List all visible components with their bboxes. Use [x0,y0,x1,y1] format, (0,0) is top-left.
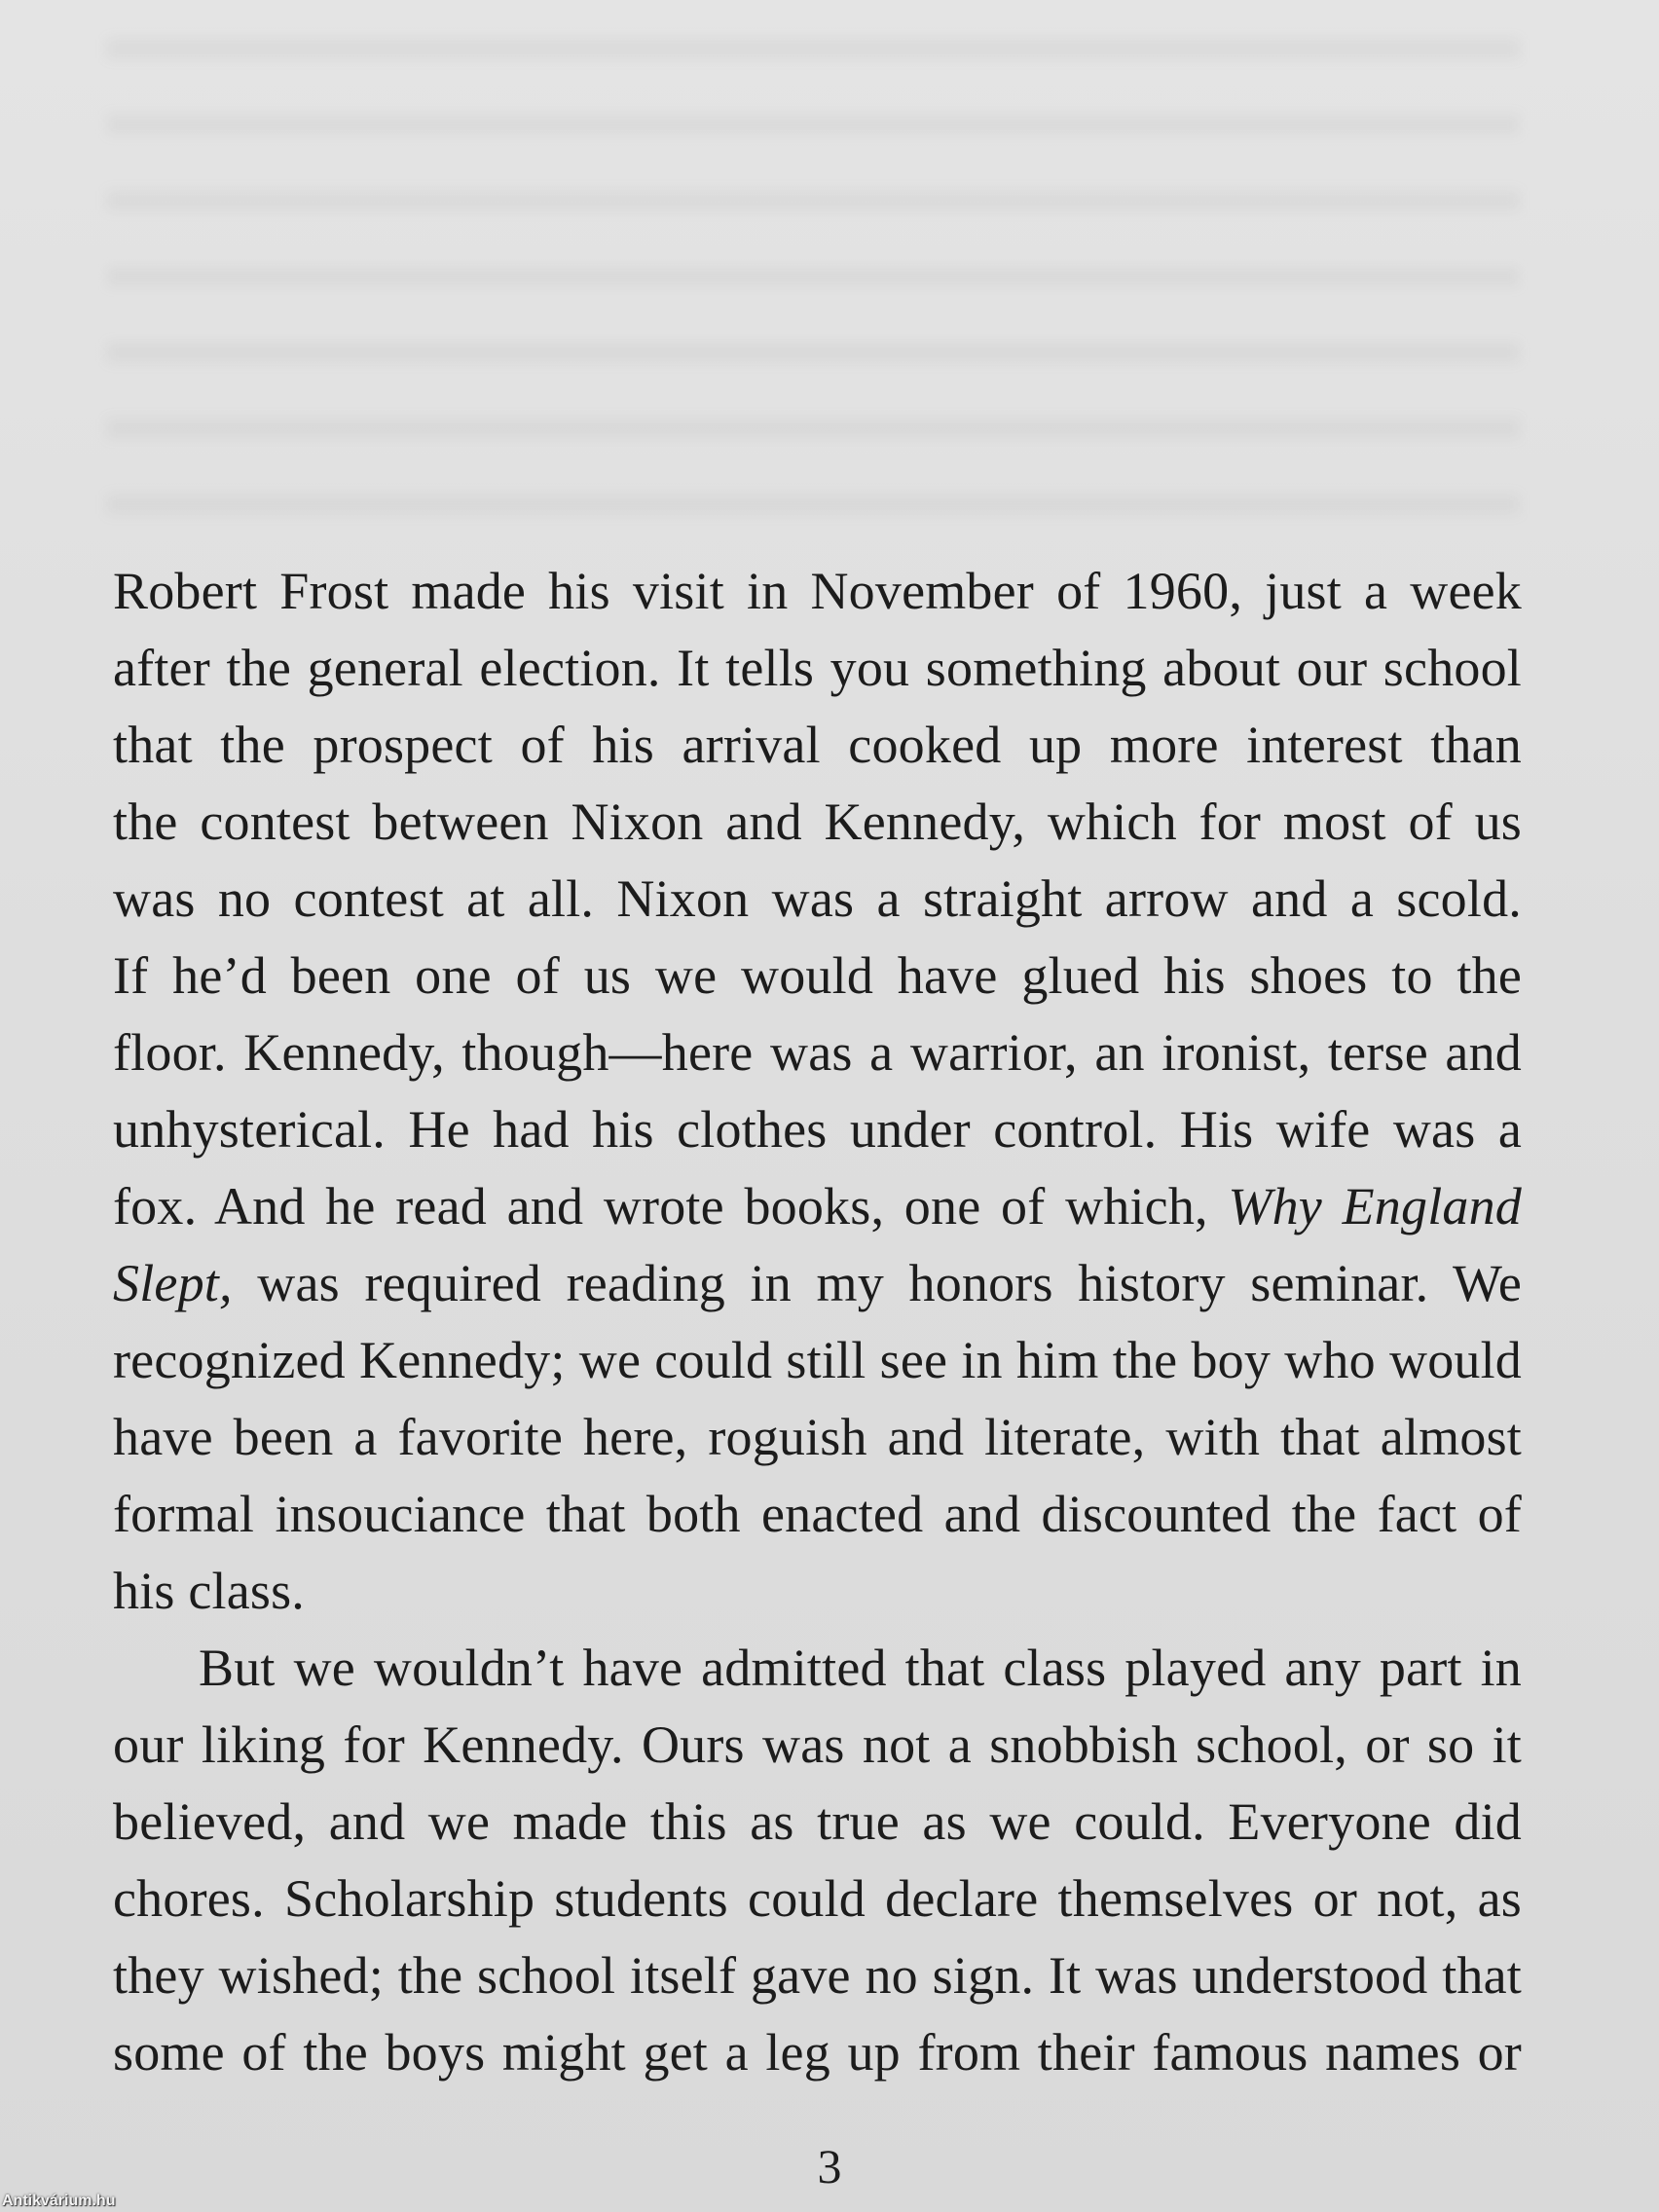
text-line: floor. Kennedy, though—here was a warrior, an ironist, terse and [113,1023,1522,1082]
text-line: was no contest at all. Nixon was a straight arrow and a scold. [113,869,1522,928]
text-line: recognized Kennedy; we could still see in him the boy who would [113,1331,1522,1389]
text-line: have been a favorite here, roguish and literate, with that almost [113,1408,1522,1466]
text-line: they wished; the school itself gave no sign. It was understood that [113,1946,1522,2005]
book-title: Why England [1228,1177,1523,1235]
text-line [113,1168,1522,1245]
text-line: some of the boys might get a leg up from their famous names or [113,2023,1522,2082]
text-segment: fox. And he read and wrote books, one of which, [113,1177,1208,1235]
page-number: 3 [817,2139,842,2194]
text-line: But we wouldn’t have admitted that class played any part in [199,1639,1522,1697]
body-text [113,553,1522,2091]
text-line [113,1245,1522,1322]
text-line: Robert Frost made his visit in November of 1960, just a week [113,562,1522,620]
text-line: that the prospect of his arrival cooked up more interest than [113,716,1522,774]
text-line: If he’d been one of us we would have glued his shoes to the [113,946,1522,1005]
text-line: chores. Scholarship students could declare themselves or not, as [113,1869,1522,1928]
text-line: our liking for Kennedy. Ours was not a snobbish school, or so it [113,1715,1522,1774]
text-segment: was required reading in my honors history seminar. We [257,1254,1522,1312]
paragraph-1 [113,553,1522,1630]
text-line: formal insouciance that both enacted and discounted the fact of [113,1485,1522,1543]
text-line: the contest between Nixon and Kennedy, which for most of us [113,793,1522,851]
book-title: Slept, [113,1254,233,1312]
text-line: after the general election. It tells you something about our school [113,639,1522,697]
text-line: unhysterical. He had his clothes under control. His wife was a [113,1100,1522,1159]
paragraph-2 [113,1630,1522,2091]
text-line: believed, and we made this as true as we could. Everyone did [113,1792,1522,1851]
watermark: Antikvárium.hu [2,2193,116,2209]
text-line: his class. [113,1562,305,1620]
